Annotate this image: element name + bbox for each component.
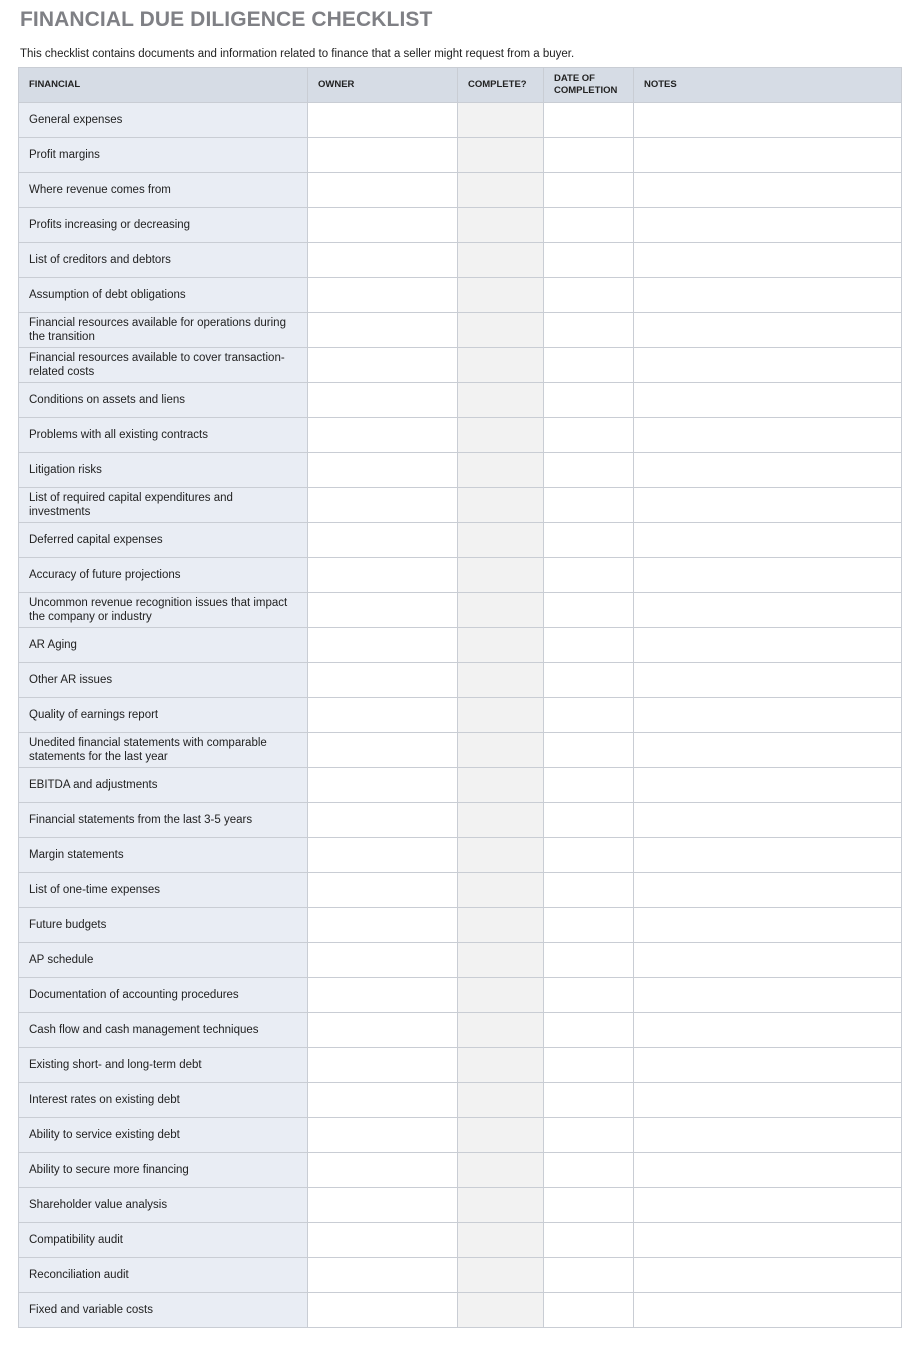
financial-item-cell: Uncommon revenue recognition issues that impact the company or industry bbox=[19, 593, 308, 628]
complete-cell[interactable] bbox=[458, 663, 544, 698]
table-row bbox=[19, 523, 902, 558]
notes-cell[interactable] bbox=[634, 383, 902, 418]
notes-cell[interactable] bbox=[634, 1048, 902, 1083]
complete-cell[interactable] bbox=[458, 978, 544, 1013]
owner-cell[interactable] bbox=[308, 103, 458, 138]
complete-cell[interactable] bbox=[458, 1223, 544, 1258]
complete-cell[interactable] bbox=[458, 593, 544, 628]
notes-cell[interactable] bbox=[634, 1188, 902, 1223]
table-row bbox=[19, 803, 902, 838]
complete-cell[interactable] bbox=[458, 348, 544, 383]
table-row bbox=[19, 1188, 902, 1223]
complete-cell[interactable] bbox=[458, 803, 544, 838]
notes-cell[interactable] bbox=[634, 593, 902, 628]
financial-item-cell: Fixed and variable costs bbox=[19, 1293, 308, 1328]
complete-cell[interactable] bbox=[458, 873, 544, 908]
notes-cell[interactable] bbox=[634, 803, 902, 838]
table-row bbox=[19, 1153, 902, 1188]
date-of-completion-cell[interactable] bbox=[544, 383, 634, 418]
owner-cell[interactable] bbox=[308, 1258, 458, 1293]
financial-item-cell: Ability to secure more financing bbox=[19, 1153, 308, 1188]
page-subtitle: This checklist contains documents and information related to finance that a seller might request from a buyer. bbox=[20, 48, 575, 60]
date-of-completion-cell[interactable] bbox=[544, 873, 634, 908]
financial-item-cell: Ability to service existing debt bbox=[19, 1118, 308, 1153]
notes-cell[interactable] bbox=[634, 838, 902, 873]
header-date-of-completion bbox=[544, 68, 634, 103]
table-row bbox=[19, 348, 902, 383]
table-row bbox=[19, 873, 902, 908]
table-row bbox=[19, 103, 902, 138]
notes-cell[interactable] bbox=[634, 488, 902, 523]
table-row bbox=[19, 908, 902, 943]
date-of-completion-cell[interactable] bbox=[544, 1118, 634, 1153]
date-of-completion-cell[interactable] bbox=[544, 663, 634, 698]
notes-cell[interactable] bbox=[634, 418, 902, 453]
owner-cell[interactable] bbox=[308, 873, 458, 908]
notes-cell[interactable] bbox=[634, 628, 902, 663]
table-row bbox=[19, 663, 902, 698]
header-date-line1: DATE OF bbox=[554, 73, 595, 84]
financial-item-cell: Conditions on assets and liens bbox=[19, 383, 308, 418]
complete-cell[interactable] bbox=[458, 1153, 544, 1188]
notes-cell[interactable] bbox=[634, 768, 902, 803]
owner-cell[interactable] bbox=[308, 243, 458, 278]
complete-cell[interactable] bbox=[458, 1013, 544, 1048]
date-of-completion-cell[interactable] bbox=[544, 103, 634, 138]
complete-cell[interactable] bbox=[458, 418, 544, 453]
date-of-completion-cell[interactable] bbox=[544, 733, 634, 768]
financial-item-cell: Financial resources available to cover transaction-related costs bbox=[19, 348, 308, 383]
table-row bbox=[19, 628, 902, 663]
financial-item-cell: Litigation risks bbox=[19, 453, 308, 488]
complete-cell[interactable] bbox=[458, 1258, 544, 1293]
financial-item-cell: AR Aging bbox=[19, 628, 308, 663]
header-complete: COMPLETE? bbox=[458, 68, 544, 103]
owner-cell[interactable] bbox=[308, 1083, 458, 1118]
owner-cell[interactable] bbox=[308, 418, 458, 453]
owner-cell[interactable] bbox=[308, 1048, 458, 1083]
owner-cell[interactable] bbox=[308, 278, 458, 313]
complete-cell[interactable] bbox=[458, 1048, 544, 1083]
complete-cell[interactable] bbox=[458, 488, 544, 523]
notes-cell[interactable] bbox=[634, 1083, 902, 1118]
complete-cell[interactable] bbox=[458, 1118, 544, 1153]
date-of-completion-cell[interactable] bbox=[544, 1083, 634, 1118]
owner-cell[interactable] bbox=[308, 558, 458, 593]
date-of-completion-cell[interactable] bbox=[544, 488, 634, 523]
notes-cell[interactable] bbox=[634, 733, 902, 768]
owner-cell[interactable] bbox=[308, 313, 458, 348]
notes-cell[interactable] bbox=[634, 1258, 902, 1293]
owner-cell[interactable] bbox=[308, 488, 458, 523]
table-row bbox=[19, 138, 902, 173]
notes-cell[interactable] bbox=[634, 453, 902, 488]
financial-item-cell: Other AR issues bbox=[19, 663, 308, 698]
owner-cell[interactable] bbox=[308, 523, 458, 558]
notes-cell[interactable] bbox=[634, 313, 902, 348]
date-of-completion-cell[interactable] bbox=[544, 768, 634, 803]
date-of-completion-cell[interactable] bbox=[544, 173, 634, 208]
table-row bbox=[19, 383, 902, 418]
owner-cell[interactable] bbox=[308, 138, 458, 173]
date-of-completion-cell[interactable] bbox=[544, 1258, 634, 1293]
owner-cell[interactable] bbox=[308, 383, 458, 418]
notes-cell[interactable] bbox=[634, 1153, 902, 1188]
complete-cell[interactable] bbox=[458, 1188, 544, 1223]
table-row bbox=[19, 733, 902, 768]
table-header bbox=[19, 68, 902, 103]
date-of-completion-cell[interactable] bbox=[544, 1293, 634, 1328]
owner-cell[interactable] bbox=[308, 1013, 458, 1048]
date-of-completion-cell[interactable] bbox=[544, 943, 634, 978]
complete-cell[interactable] bbox=[458, 733, 544, 768]
complete-cell[interactable] bbox=[458, 278, 544, 313]
complete-cell[interactable] bbox=[458, 138, 544, 173]
complete-cell[interactable] bbox=[458, 383, 544, 418]
table-row bbox=[19, 1048, 902, 1083]
owner-cell[interactable] bbox=[308, 173, 458, 208]
financial-item-cell: Assumption of debt obligations bbox=[19, 278, 308, 313]
financial-item-cell: General expenses bbox=[19, 103, 308, 138]
owner-cell[interactable] bbox=[308, 1293, 458, 1328]
date-of-completion-cell[interactable] bbox=[544, 1013, 634, 1048]
header-financial: FINANCIAL bbox=[19, 68, 308, 103]
financial-item-cell: Financial statements from the last 3-5 years bbox=[19, 803, 308, 838]
notes-cell[interactable] bbox=[634, 278, 902, 313]
table-row bbox=[19, 243, 902, 278]
owner-cell[interactable] bbox=[308, 803, 458, 838]
financial-item-cell: Problems with all existing contracts bbox=[19, 418, 308, 453]
date-of-completion-cell[interactable] bbox=[544, 558, 634, 593]
notes-cell[interactable] bbox=[634, 558, 902, 593]
date-of-completion-cell[interactable] bbox=[544, 1188, 634, 1223]
date-of-completion-cell[interactable] bbox=[544, 138, 634, 173]
date-of-completion-cell[interactable] bbox=[544, 313, 634, 348]
financial-item-cell: Reconciliation audit bbox=[19, 1258, 308, 1293]
date-of-completion-cell[interactable] bbox=[544, 908, 634, 943]
date-of-completion-cell[interactable] bbox=[544, 628, 634, 663]
date-of-completion-cell[interactable] bbox=[544, 698, 634, 733]
financial-item-cell: AP schedule bbox=[19, 943, 308, 978]
owner-cell[interactable] bbox=[308, 1223, 458, 1258]
notes-cell[interactable] bbox=[634, 908, 902, 943]
financial-item-cell: List of one-time expenses bbox=[19, 873, 308, 908]
table-row bbox=[19, 768, 902, 803]
financial-item-cell: List of creditors and debtors bbox=[19, 243, 308, 278]
complete-cell[interactable] bbox=[458, 1293, 544, 1328]
table-row bbox=[19, 418, 902, 453]
date-of-completion-cell[interactable] bbox=[544, 803, 634, 838]
complete-cell[interactable] bbox=[458, 523, 544, 558]
table-row bbox=[19, 1013, 902, 1048]
financial-item-cell: Future budgets bbox=[19, 908, 308, 943]
date-of-completion-cell[interactable] bbox=[544, 348, 634, 383]
table-row bbox=[19, 313, 902, 348]
notes-cell[interactable] bbox=[634, 138, 902, 173]
notes-cell[interactable] bbox=[634, 103, 902, 138]
date-of-completion-cell[interactable] bbox=[544, 978, 634, 1013]
financial-item-cell: Financial resources available for operations during the transition bbox=[19, 313, 308, 348]
financial-item-cell: Existing short- and long-term debt bbox=[19, 1048, 308, 1083]
financial-item-cell: Deferred capital expenses bbox=[19, 523, 308, 558]
table-row bbox=[19, 488, 902, 523]
notes-cell[interactable] bbox=[634, 943, 902, 978]
table-row bbox=[19, 1293, 902, 1328]
complete-cell[interactable] bbox=[458, 453, 544, 488]
owner-cell[interactable] bbox=[308, 663, 458, 698]
date-of-completion-cell[interactable] bbox=[544, 453, 634, 488]
table-row bbox=[19, 943, 902, 978]
complete-cell[interactable] bbox=[458, 943, 544, 978]
notes-cell[interactable] bbox=[634, 698, 902, 733]
table-row bbox=[19, 1118, 902, 1153]
financial-item-cell: Unedited financial statements with comparable statements for the last year bbox=[19, 733, 308, 768]
complete-cell[interactable] bbox=[458, 698, 544, 733]
date-of-completion-cell[interactable] bbox=[544, 243, 634, 278]
date-of-completion-cell[interactable] bbox=[544, 418, 634, 453]
financial-item-cell: EBITDA and adjustments bbox=[19, 768, 308, 803]
header-date-line2: COMPLETION bbox=[554, 85, 618, 96]
notes-cell[interactable] bbox=[634, 1223, 902, 1258]
complete-cell[interactable] bbox=[458, 838, 544, 873]
complete-cell[interactable] bbox=[458, 1083, 544, 1118]
owner-cell[interactable] bbox=[308, 733, 458, 768]
table-row bbox=[19, 593, 902, 628]
notes-cell[interactable] bbox=[634, 1013, 902, 1048]
financial-item-cell: Shareholder value analysis bbox=[19, 1188, 308, 1223]
table-row bbox=[19, 1083, 902, 1118]
table-row bbox=[19, 453, 902, 488]
complete-cell[interactable] bbox=[458, 768, 544, 803]
date-of-completion-cell[interactable] bbox=[544, 208, 634, 243]
date-of-completion-cell[interactable] bbox=[544, 1223, 634, 1258]
financial-item-cell: Quality of earnings report bbox=[19, 698, 308, 733]
complete-cell[interactable] bbox=[458, 103, 544, 138]
checklist-table bbox=[18, 67, 902, 1328]
header-notes: NOTES bbox=[634, 68, 902, 103]
notes-cell[interactable] bbox=[634, 348, 902, 383]
table-body bbox=[19, 103, 902, 1328]
table-row bbox=[19, 1258, 902, 1293]
table-row bbox=[19, 278, 902, 313]
table-row bbox=[19, 208, 902, 243]
owner-cell[interactable] bbox=[308, 208, 458, 243]
complete-cell[interactable] bbox=[458, 173, 544, 208]
owner-cell[interactable] bbox=[308, 1118, 458, 1153]
owner-cell[interactable] bbox=[308, 348, 458, 383]
owner-cell[interactable] bbox=[308, 1188, 458, 1223]
date-of-completion-cell[interactable] bbox=[544, 593, 634, 628]
complete-cell[interactable] bbox=[458, 313, 544, 348]
owner-cell[interactable] bbox=[308, 628, 458, 663]
notes-cell[interactable] bbox=[634, 1118, 902, 1153]
date-of-completion-cell[interactable] bbox=[544, 523, 634, 558]
financial-item-cell: Where revenue comes from bbox=[19, 173, 308, 208]
date-of-completion-cell[interactable] bbox=[544, 838, 634, 873]
complete-cell[interactable] bbox=[458, 243, 544, 278]
notes-cell[interactable] bbox=[634, 243, 902, 278]
owner-cell[interactable] bbox=[308, 768, 458, 803]
financial-item-cell: Interest rates on existing debt bbox=[19, 1083, 308, 1118]
notes-cell[interactable] bbox=[634, 873, 902, 908]
date-of-completion-cell[interactable] bbox=[544, 1048, 634, 1083]
header-row bbox=[19, 68, 902, 103]
financial-item-cell: Margin statements bbox=[19, 838, 308, 873]
notes-cell[interactable] bbox=[634, 978, 902, 1013]
complete-cell[interactable] bbox=[458, 908, 544, 943]
financial-item-cell: Documentation of accounting procedures bbox=[19, 978, 308, 1013]
header-owner: OWNER bbox=[308, 68, 458, 103]
financial-item-cell: Cash flow and cash management techniques bbox=[19, 1013, 308, 1048]
notes-cell[interactable] bbox=[634, 523, 902, 558]
complete-cell[interactable] bbox=[458, 628, 544, 663]
notes-cell[interactable] bbox=[634, 1293, 902, 1328]
notes-cell[interactable] bbox=[634, 173, 902, 208]
owner-cell[interactable] bbox=[308, 838, 458, 873]
owner-cell[interactable] bbox=[308, 978, 458, 1013]
table-row bbox=[19, 558, 902, 593]
table-row bbox=[19, 698, 902, 733]
date-of-completion-cell[interactable] bbox=[544, 278, 634, 313]
owner-cell[interactable] bbox=[308, 593, 458, 628]
table-row bbox=[19, 978, 902, 1013]
owner-cell[interactable] bbox=[308, 943, 458, 978]
financial-item-cell: Accuracy of future projections bbox=[19, 558, 308, 593]
financial-item-cell: Compatibility audit bbox=[19, 1223, 308, 1258]
notes-cell[interactable] bbox=[634, 663, 902, 698]
notes-cell[interactable] bbox=[634, 208, 902, 243]
table-row bbox=[19, 173, 902, 208]
owner-cell[interactable] bbox=[308, 908, 458, 943]
financial-item-cell: Profit margins bbox=[19, 138, 308, 173]
owner-cell[interactable] bbox=[308, 1153, 458, 1188]
page-title: FINANCIAL DUE DILIGENCE CHECKLIST bbox=[20, 8, 433, 31]
date-of-completion-cell[interactable] bbox=[544, 1153, 634, 1188]
financial-item-cell: List of required capital expenditures and investments bbox=[19, 488, 308, 523]
complete-cell[interactable] bbox=[458, 208, 544, 243]
table-row bbox=[19, 1223, 902, 1258]
owner-cell[interactable] bbox=[308, 453, 458, 488]
table-row bbox=[19, 838, 902, 873]
owner-cell[interactable] bbox=[308, 698, 458, 733]
complete-cell[interactable] bbox=[458, 558, 544, 593]
financial-item-cell: Profits increasing or decreasing bbox=[19, 208, 308, 243]
